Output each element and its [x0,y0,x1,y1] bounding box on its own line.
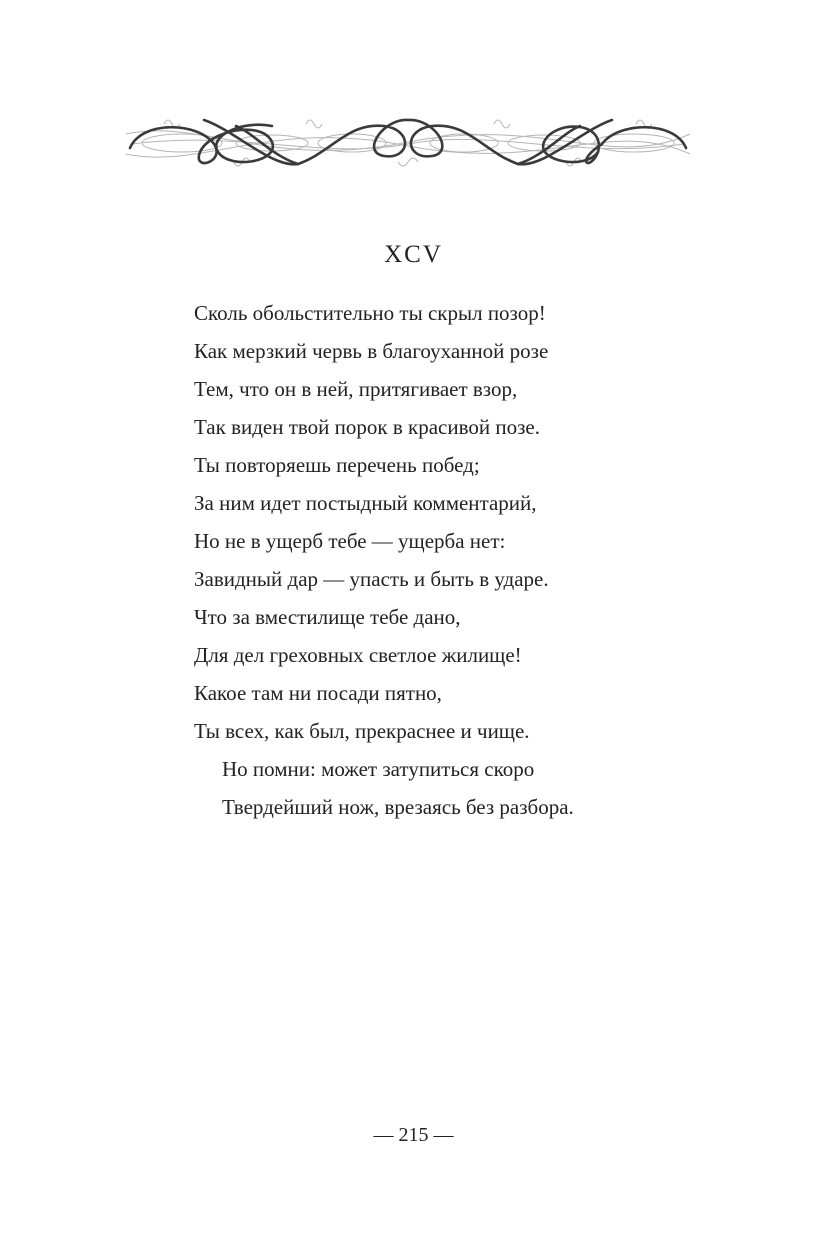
poem-couplet-line: Но помни: может затупиться скоро [222,757,535,781]
poem-line: Тем, что он в ней, притягивает взор, [194,377,518,401]
poem-line: Ты всех, как был, прекраснее и чище. [194,719,530,743]
decorative-flourish-ornament [122,112,694,174]
page-number: — 215 — [373,1124,454,1146]
poem-line: Завидный дар — упасть и быть в ударе. [194,567,549,591]
poem-body [194,294,754,826]
poem-line: Для дел греховных светлое жилище! [194,643,522,667]
poem-line: За ним идет постыдный комментарий, [194,491,537,515]
poem-title: XCV [384,241,443,268]
poem-line: Сколь обольстительно ты скрыл позор! [194,301,546,325]
poem-line: Но не в ущерб тебе — ущерба нет: [194,529,506,553]
poem-line: Какое там ни посади пятно, [194,681,442,705]
poem-line: Так виден твой порок в красивой позе. [194,415,540,439]
poem-line: Что за вместилище тебе дано, [194,605,461,629]
poem-line: Ты повторяешь перечень побед; [194,453,480,477]
poem-couplet-line: Твердейший нож, врезаясь без разбора. [222,795,574,819]
poem-line: Как мерзкий червь в благоуханной розе [194,339,549,363]
